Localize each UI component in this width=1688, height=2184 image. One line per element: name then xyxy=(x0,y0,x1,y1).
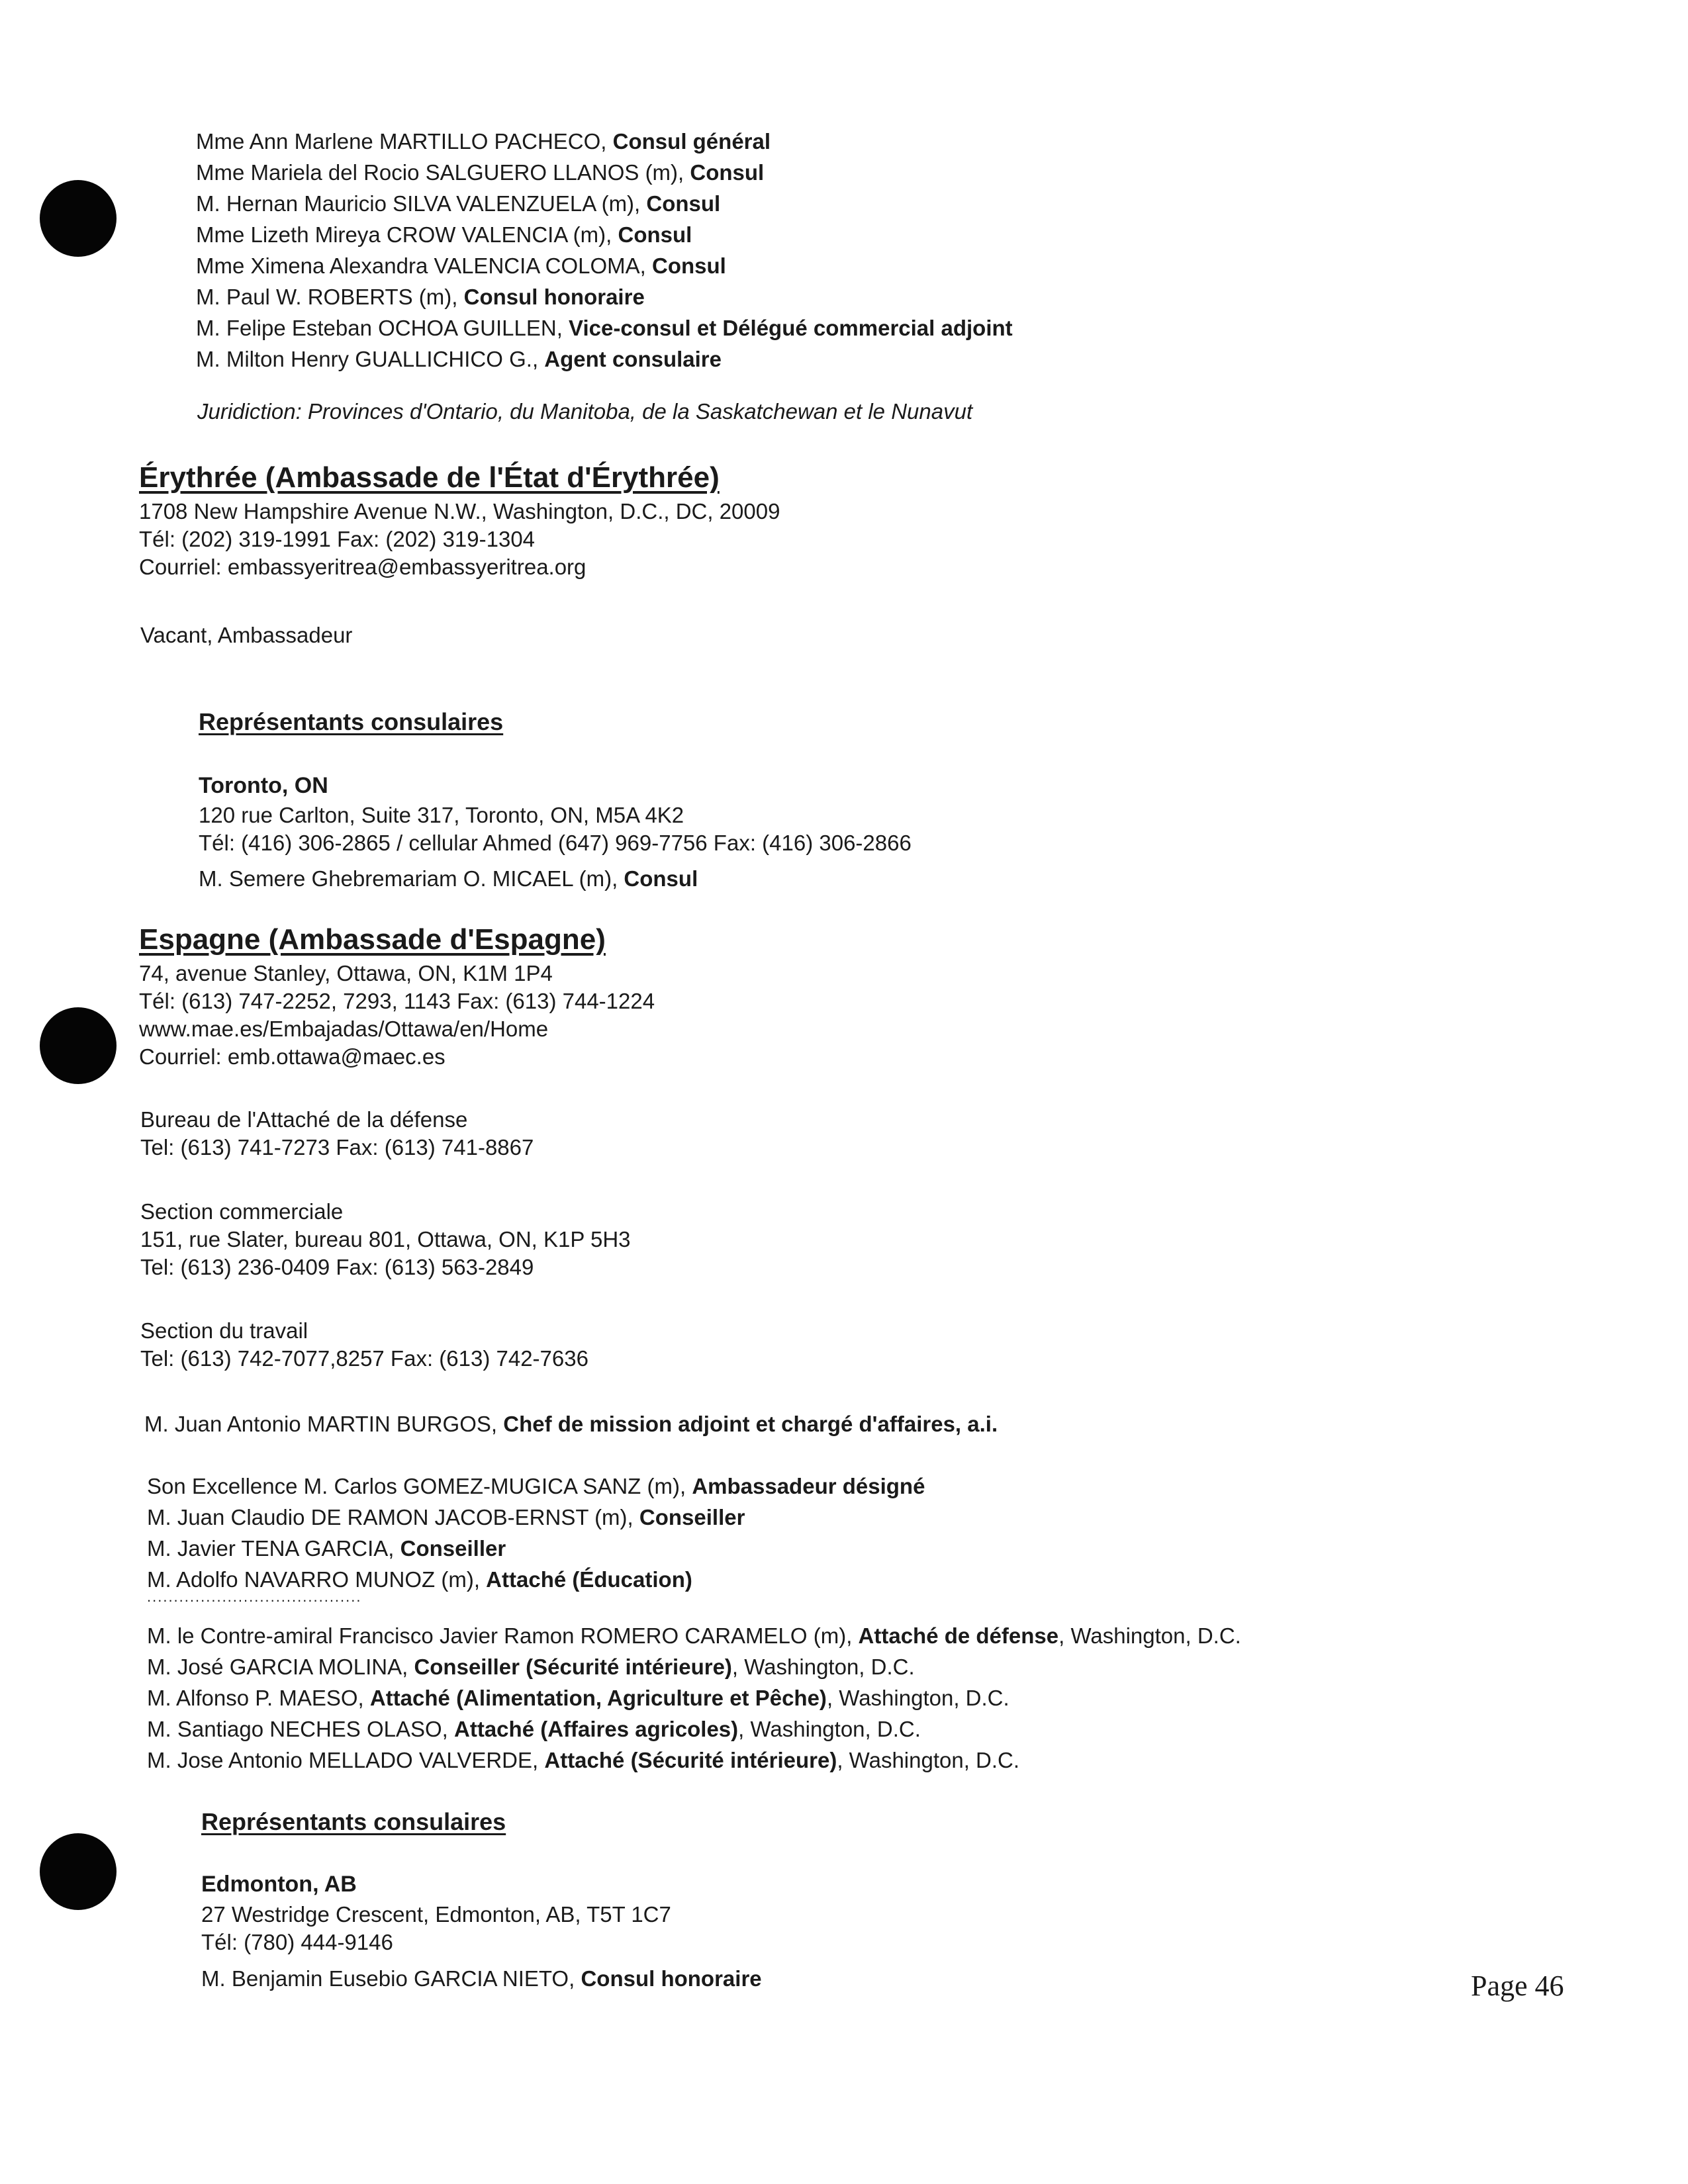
person-name: M. Milton Henry GUALLICHICO G., xyxy=(196,347,545,371)
person-name: Mme Ximena Alexandra VALENCIA COLOMA, xyxy=(196,253,652,278)
commercial-phone: Tel: (613) 236-0409 Fax: (613) 563-2849 xyxy=(140,1255,534,1279)
consul-list xyxy=(196,126,1013,375)
defense-office-label: Bureau de l'Attaché de la défense xyxy=(140,1107,468,1132)
eritrea-email: Courriel: embassyeritrea@embassyeritrea.org xyxy=(139,555,586,579)
commercial-section xyxy=(140,1198,631,1281)
person-entry xyxy=(196,312,1013,343)
defense-office xyxy=(140,1106,534,1161)
edmonton-consul xyxy=(201,1964,762,1993)
person-name: M. Alfonso P. MAESO, xyxy=(147,1686,370,1710)
person-location: , Washington, D.C. xyxy=(731,1655,915,1679)
person-title: Consul xyxy=(690,160,765,185)
person-name: M. Javier TENA GARCIA, xyxy=(147,1536,400,1561)
edmonton-phone: Tél: (780) 444-9146 xyxy=(201,1930,393,1954)
person-entry xyxy=(147,1502,925,1533)
person-name: M. Hernan Mauricio SILVA VALENZUELA (m), xyxy=(196,191,647,216)
edmonton-city: Edmonton, AB xyxy=(201,1872,357,1897)
person-entry xyxy=(147,1682,1241,1713)
person-entry xyxy=(196,126,1013,157)
spain-contact xyxy=(139,960,655,1071)
eritrea-address: 1708 New Hampshire Avenue N.W., Washington, D.C., DC, 20009 xyxy=(139,499,780,523)
person-location: , Washington, D.C. xyxy=(738,1717,921,1741)
person-entry xyxy=(196,250,1013,281)
person-name: M. Jose Antonio MELLADO VALVERDE, xyxy=(147,1748,545,1772)
person-location: , Washington, D.C. xyxy=(837,1748,1020,1772)
chef-de-mission xyxy=(144,1410,998,1439)
spain-washington-staff-list xyxy=(147,1620,1241,1776)
spain-phone: Tél: (613) 747-2252, 7293, 1143 Fax: (613) 744-1224 xyxy=(139,989,655,1013)
eritrea-heading: Érythrée (Ambassade de l'État d'Érythrée) xyxy=(139,461,720,494)
punch-hole-bottom xyxy=(40,1833,117,1910)
eritrea-contact xyxy=(139,498,780,581)
person-location: , Washington, D.C. xyxy=(1058,1623,1241,1648)
person-name: M. Santiago NECHES OLASO, xyxy=(147,1717,455,1741)
person-title: Attaché de défense xyxy=(858,1623,1059,1648)
dotted-separator: ........................................ xyxy=(147,1588,362,1605)
person-entry xyxy=(147,1651,1241,1682)
person-title: Agent consulaire xyxy=(544,347,722,371)
person-name: M. Juan Antonio MARTIN BURGOS, xyxy=(144,1412,504,1436)
punch-hole-top xyxy=(40,180,117,257)
person-entry xyxy=(147,1745,1241,1776)
person-location: , Washington, D.C. xyxy=(826,1686,1009,1710)
defense-office-phone: Tel: (613) 741-7273 Fax: (613) 741-8867 xyxy=(140,1135,534,1160)
person-entry xyxy=(196,188,1013,219)
person-entry xyxy=(147,1533,925,1564)
labour-label: Section du travail xyxy=(140,1318,308,1343)
labour-section xyxy=(140,1317,588,1373)
commercial-address: 151, rue Slater, bureau 801, Ottawa, ON, K1P 5H3 xyxy=(140,1227,631,1251)
toronto-phone: Tél: (416) 306-2865 / cellular Ahmed (647) 969-7756 Fax: (416) 306-2866 xyxy=(199,831,912,855)
person-entry xyxy=(147,1713,1241,1745)
person-entry xyxy=(147,1620,1241,1651)
eritrea-consular-heading: Représentants consulaires xyxy=(199,708,504,735)
toronto-consul xyxy=(199,864,698,893)
spain-staff-list xyxy=(147,1471,925,1595)
person-name: M. Adolfo NAVARRO MUNOZ (m), xyxy=(147,1567,487,1592)
eritrea-ambassador: Vacant, Ambassadeur xyxy=(140,623,353,647)
edmonton-address: 27 Westridge Crescent, Edmonton, AB, T5T 1C7 xyxy=(201,1902,671,1927)
spain-consular-heading: Représentants consulaires xyxy=(201,1808,506,1835)
commercial-label: Section commerciale xyxy=(140,1199,344,1224)
person-title: Ambassadeur désigné xyxy=(692,1474,925,1498)
person-name: M. Felipe Esteban OCHOA GUILLEN, xyxy=(196,316,569,340)
spain-address: 74, avenue Stanley, Ottawa, ON, K1M 1P4 xyxy=(139,961,553,985)
person-title: Consul xyxy=(652,253,726,278)
person-title: Attaché (Sécurité intérieure) xyxy=(544,1748,837,1772)
toronto-city: Toronto, ON xyxy=(199,773,328,798)
person-title: Consul xyxy=(618,222,692,247)
person-title: Consul honoraire xyxy=(581,1966,762,1991)
person-title: Vice-consul et Délégué commercial adjoint xyxy=(569,316,1013,340)
jurisdiction-note: Juridiction: Provinces d'Ontario, du Manitoba, de la Saskatchewan et le Nunavut xyxy=(197,399,973,424)
person-entry xyxy=(147,1471,925,1502)
person-entry xyxy=(196,281,1013,312)
person-name: M. Semere Ghebremariam O. MICAEL (m), xyxy=(199,866,624,891)
page-number: Page 46 xyxy=(1471,1970,1564,2002)
person-title: Consul honoraire xyxy=(463,285,645,309)
spain-email: Courriel: emb.ottawa@maec.es xyxy=(139,1044,445,1069)
person-entry xyxy=(196,157,1013,188)
punch-hole-middle xyxy=(40,1007,117,1084)
person-title: Consul xyxy=(624,866,698,891)
labour-phone: Tel: (613) 742-7077,8257 Fax: (613) 742-7636 xyxy=(140,1346,588,1371)
toronto-address: 120 rue Carlton, Suite 317, Toronto, ON, M5A 4K2 xyxy=(199,803,684,827)
person-title: Conseiller xyxy=(639,1505,745,1529)
spain-website: www.mae.es/Embajadas/Ottawa/en/Home xyxy=(139,1017,549,1041)
person-name: M. Juan Claudio DE RAMON JACOB-ERNST (m), xyxy=(147,1505,639,1529)
person-title: Attaché (Affaires agricoles) xyxy=(454,1717,739,1741)
eritrea-phone: Tél: (202) 319-1991 Fax: (202) 319-1304 xyxy=(139,527,536,551)
spain-heading: Espagne (Ambassade d'Espagne) xyxy=(139,923,606,956)
person-entry xyxy=(196,219,1013,250)
person-name: M. Benjamin Eusebio GARCIA NIETO, xyxy=(201,1966,581,1991)
person-name: Mme Ann Marlene MARTILLO PACHECO, xyxy=(196,129,613,154)
edmonton-contact xyxy=(201,1901,671,1956)
person-entry xyxy=(196,343,1013,375)
person-title: Attaché (Éducation) xyxy=(486,1567,692,1592)
person-title: Consul général xyxy=(612,129,771,154)
person-name: M. Paul W. ROBERTS (m), xyxy=(196,285,464,309)
person-name: Mme Mariela del Rocio SALGUERO LLANOS (m), xyxy=(196,160,690,185)
person-title: Conseiller xyxy=(400,1536,506,1561)
person-name: Son Excellence M. Carlos GOMEZ-MUGICA SANZ (m), xyxy=(147,1474,692,1498)
person-name: M. José GARCIA MOLINA, xyxy=(147,1655,414,1679)
toronto-contact xyxy=(199,801,912,857)
person-title: Chef de mission adjoint et chargé d'affaires, a.i. xyxy=(503,1412,998,1436)
person-title: Conseiller (Sécurité intérieure) xyxy=(414,1655,732,1679)
person-name: Mme Lizeth Mireya CROW VALENCIA (m), xyxy=(196,222,618,247)
person-name: M. le Contre-amiral Francisco Javier Ramon ROMERO CARAMELO (m), xyxy=(147,1623,859,1648)
person-title: Consul xyxy=(646,191,721,216)
person-title: Attaché (Alimentation, Agriculture et Pêche) xyxy=(369,1686,827,1710)
